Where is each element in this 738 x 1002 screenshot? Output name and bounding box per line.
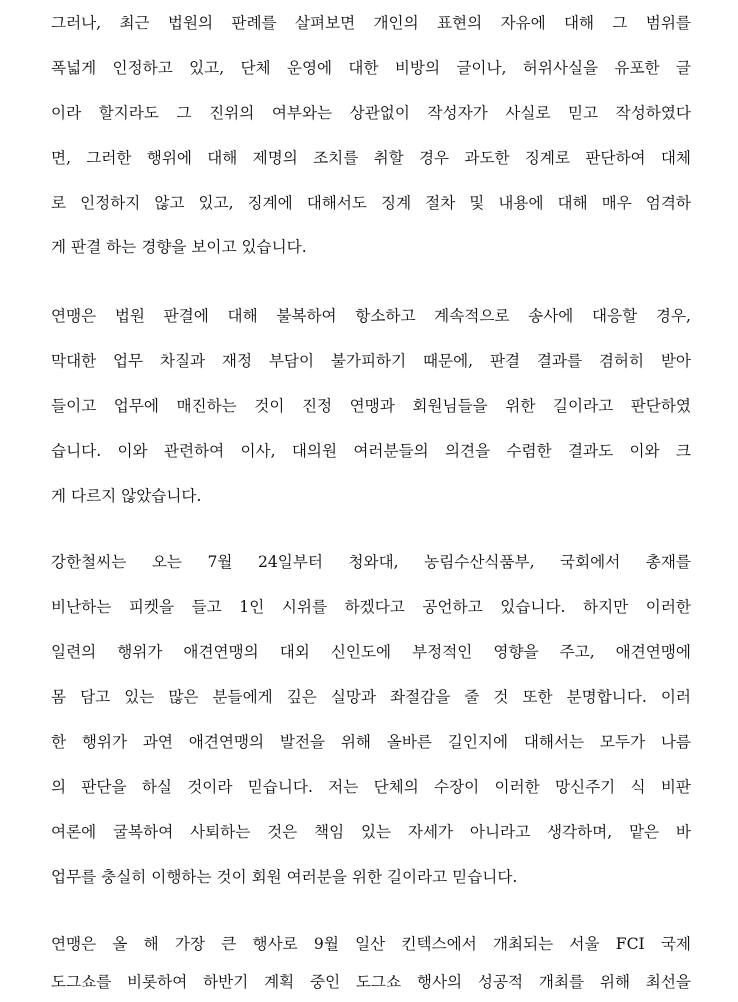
text-line: 강한철씨는 오는 7월 24일부터 청와대, 농림수산식품부, 국회에서 총재를	[51, 553, 691, 571]
text-line: 폭넓게 인정하고 있고, 단체 운영에 대한 비방의 글이나, 허위사실을 유포한 글	[51, 59, 691, 77]
text-line: 막대한 업무 차질과 재정 부담이 불가피하기 때문에, 판결 결과를 겸허히 받아	[51, 352, 691, 370]
text-line: 연맹은 법원 판결에 대해 불복하여 항소하고 계속적으로 송사에 대응할 경우,	[51, 307, 691, 325]
text-line: 비난하는 피켓을 들고 1인 시위를 하겠다고 공언하고 있습니다. 하지만 이러한	[51, 598, 691, 616]
text-line: 그러나, 최근 법원의 판례를 살펴보면 개인의 표현의 자유에 대해 그 범위를	[51, 14, 691, 32]
text-line: 업무를 충실히 이행하는 것이 회원 여러분을 위한 길이라고 믿습니다.	[51, 868, 518, 886]
text-line: 의 판단을 하실 것이라 믿습니다. 저는 단체의 수장이 이러한 망신주기 식 비판	[51, 778, 691, 796]
text-line: 일련의 행위가 애견연맹의 대외 신인도에 부정적인 영향을 주고, 애견연맹에	[51, 643, 691, 661]
text-line: 게 다르지 않았습니다.	[51, 487, 202, 505]
text-line: 이라 할지라도 그 진위의 여부와는 상관없이 작성자가 사실로 믿고 작성하였다	[51, 104, 691, 122]
text-line: 게 판결 하는 경향을 보이고 있습니다.	[51, 238, 307, 256]
text-line: 한 행위가 과연 애견연맹의 발전을 위해 올바른 길인지에 대해서는 모두가 나름	[51, 733, 691, 751]
text-line: 면, 그러한 행위에 대해 제명의 조치를 취할 경우 과도한 징계로 판단하여 대체	[51, 149, 691, 167]
text-line: 도그쇼를 비롯하여 하반기 계획 중인 도그쇼 행사의 성공적 개최를 위해 최선을	[51, 973, 691, 991]
text-line: 들이고 업무에 매진하는 것이 진정 연맹과 회원님들을 위한 길이라고 판단하였	[51, 397, 691, 415]
text-line: 몸 담고 있는 많은 분들에게 깊은 실망과 좌절감을 줄 것 또한 분명합니다. 이러	[51, 688, 691, 706]
text-line: 여론에 굴복하여 사퇴하는 것은 책임 있는 자세가 아니라고 생각하며, 맡은 바	[51, 823, 691, 841]
text-line: 습니다. 이와 관련하여 이사, 대의원 여러분들의 의견을 수렴한 결과도 이와 크	[51, 442, 691, 460]
text-line: 로 인정하지 않고 있고, 징계에 대해서도 징계 절차 및 내용에 대해 매우 엄격하	[51, 194, 691, 212]
text-line: 연맹은 올 해 가장 큰 행사로 9월 일산 킨텍스에서 개최되는 서울 FCI 국제	[51, 935, 691, 953]
